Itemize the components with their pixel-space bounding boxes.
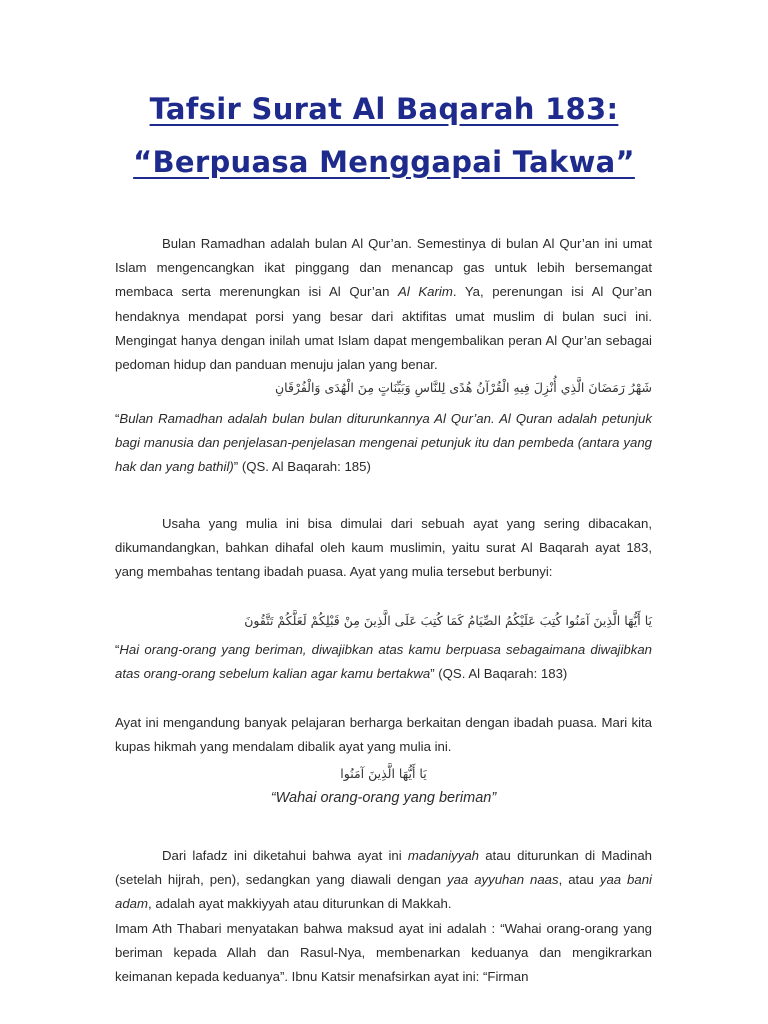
paragraph-lafadz-a: Dari lafadz ini diketahui bahwa ayat ini xyxy=(162,848,408,863)
paragraph-usaha xyxy=(115,512,652,585)
arabic-phrase-ya-ayyuha: يَا أَيُّهَا الَّذِينَ آمَنُوا xyxy=(340,766,427,781)
paragraph-pelajaran: Ayat ini mengandung banyak pelajaran berharga berkaitan dengan ibadah puasa. Mari kita kupas hikmah yang mendalam dibalik ayat yang mulia ini. xyxy=(115,715,652,755)
quote-text-185: Bulan Ramadhan adalah bulan bulan diturunkannya Al Qur’an. Al Quran adalah petunjuk bagi manusia dan penjelasan-penjelasan mengenai petunjuk itu dan pembeda (antara yang hak dan yang bathil) xyxy=(115,411,652,475)
paragraph-thabari: Imam Ath Thabari menyatakan bahwa maksud ayat ini adalah : “Wahai orang-orang yang beriman kepada Allah dan Rasul-Nya, membenarkan keduanya dan mengikrarkan keimanan kepada keduanya”. Ibnu Katsir menafsirkan ayat ini: “Firman xyxy=(115,921,652,985)
quote-text-183: Hai orang-orang yang beriman, diwajibkan atas kamu berpuasa sebagaimana diwajibkan atas orang-orang sebelum kalian agar kamu bertakwa xyxy=(115,642,652,682)
quote-open-mark-183: “ xyxy=(115,642,120,657)
term-yaa-bani-adam: yaa bani adam xyxy=(115,872,652,912)
quote-translation-183 xyxy=(115,638,652,686)
paragraph-intro-italic: Al Karim xyxy=(398,284,453,300)
quote-reference-183: ” (QS. Al Baqarah: 183) xyxy=(430,666,568,682)
paragraph-lafadz-c: atau diturunkan di Madinah (setelah hijrah, pen), sedangkan yang diawali dengan xyxy=(115,848,652,888)
paragraph-usaha-text: Usaha yang mulia ini bisa dimulai dari sebuah ayat yang sering dibacakan, dikumandangkan, bahkan dihafal oleh kaum muslimin, yaitu surat Al Baqarah ayat 183, yang membahas tentang ibadah puasa. Ayat yang mulia tersebut berbunyi: xyxy=(115,516,652,580)
term-yaa-ayyuhan-naas: yaa ayyuhan naas xyxy=(446,872,559,888)
quote-reference-185: ” (QS. Al Baqarah: 185) xyxy=(233,459,371,475)
title-line-2: “Berpuasa Menggapai Takwa” xyxy=(133,145,635,179)
paragraph-lafadz-g: , adalah ayat makkiyyah atau diturunkan di Makkah. xyxy=(148,896,452,912)
arabic-verse-185: شَهْرُ رَمَضَانَ الَّذِي أُنْزِلَ فِيهِ الْقُرْآنُ هُدًى لِلنَّاسِ وَبَيِّنَاتٍ مِنَ الْهُدَى وَالْفُرْقَانِ xyxy=(274,380,652,395)
paragraph-intro-text-c: . Ya, perenungan isi Al Qur’an hendaknya mendapat porsi yang besar dari aktifitas umat muslim di bulan suci ini. Mengingat hanya dengan inilah umat Islam dapat mengembalikan peran Al Qur’an sebagai pedoman hidup dan panduan menuju jalan yang benar. xyxy=(115,284,653,373)
paragraph-intro-text-a: Bulan Ramadhan adalah bulan Al Qur’an. Semestinya di bulan Al Qur’an ini umat Islam mengencangkan ikat pinggang dan menancap gas untuk lebih bersemangat membaca serta merenungkan isi Al Qur’an xyxy=(115,236,652,300)
quote-translation-185 xyxy=(115,407,652,480)
quote-open-mark: “ xyxy=(115,411,120,426)
quote-wahai: “Wahai orang-orang yang beriman” xyxy=(270,790,497,806)
paragraph-lafadz-e: , atau xyxy=(558,872,600,888)
title-line-1: Tafsir Surat Al Baqarah 183: xyxy=(149,92,619,126)
paragraph-lafadz xyxy=(115,844,652,917)
paragraph-intro xyxy=(115,232,652,377)
arabic-verse-183: يَا أَيُّهَا الَّذِينَ آمَنُوا كُتِبَ عَلَيْكُمُ الصِّيَامُ كَمَا كُتِبَ عَلَى الَّذِينَ مِنْ قَبْلِكُمْ لَعَلَّكُمْ تَتَّقُونَ xyxy=(244,613,652,628)
term-madaniyyah: madaniyyah xyxy=(407,848,479,863)
